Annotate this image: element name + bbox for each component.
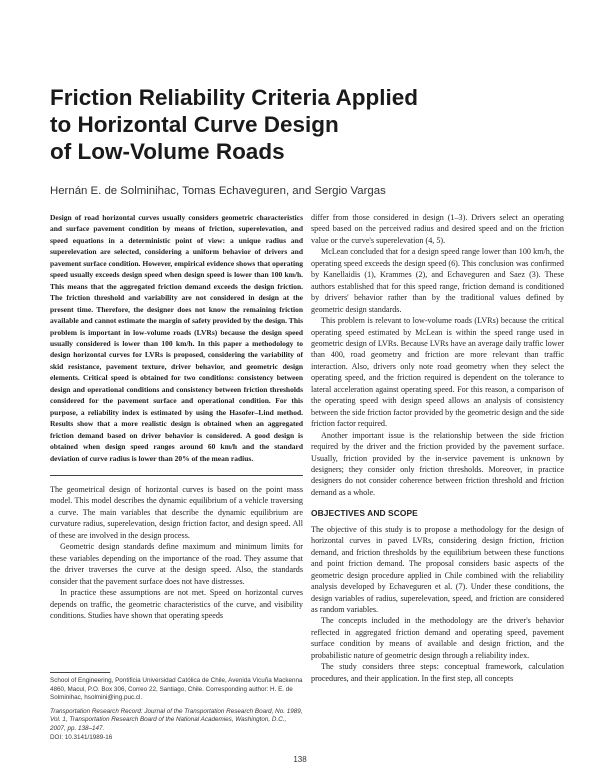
- body-paragraph: This problem is relevant to low-volume roads (LVRs) because the critical operating speed estimated by McLean is within the speed range used in geometric design of LVRs. Because LVRs have an average daily traffic lower than 400, road geometry and friction are more relevant than traffic interaction. Also, drivers only note road geometry when they select the operating speed, and the friction required is dependent on the tolerance to lateral acceleration against operating speed. For this reason, a comparison of the operating speed with design speed allows an analysis of consistency between the side friction factor provided by the geometric design and the side friction factor required.: [311, 316, 564, 429]
- page-number: 138: [293, 755, 307, 764]
- doi: DOI: 10.3141/1989-16: [50, 733, 113, 741]
- body-paragraph: Another important issue is the relationship between the side friction required by the driver and the friction provided by the pavement surface. Usually, friction provided by the in-service pavement is unknown by designers; they consider only friction thresholds. Moreover, in practice designers do not consider coherence between friction threshold and friction demand as a whole.: [311, 430, 564, 497]
- abstract-divider: [50, 475, 303, 476]
- author-list: Hernán E. de Solminihac, Tomas Echaveguren, and Sergio Vargas: [50, 185, 386, 197]
- affiliation-note: School of Engineering, Pontificia Universidad Católica de Chile, Avenida Vicuña Mackenna 4860, Macul, P.O. Box 306, Correo 22, Santiago, Chile. Corresponding author: H. E. de Solminihac, hsolmini@ing.puc.cl.: [50, 677, 303, 702]
- body-paragraph: The objective of this study is to propose a methodology for the design of horizontal curves in paved LVRs, considering design friction, friction demand, and friction thresholds by the equilibrium between these functions and point friction demand. The proposal considers basic aspects of the geometric design procedure applied in Chile combined with the reliability analysis developed by Echaveguren et al. (7). Under these conditions, the design variables of radius, superelevation, speed, and friction are considered as random variables.: [311, 524, 564, 614]
- right-column: [311, 212, 564, 684]
- body-paragraph: McLean concluded that for a design speed range lower than 100 km/h, the operating speed exceeds the design speed (6). This conclusion was confirmed by Kanellaidis (1), Krammes (2), and Echaveguren and Saez (3). These authors established that for this speed range, friction demand is conditioned by drivers' behavior rather than by the traditional values defined by geometric design standards.: [311, 247, 564, 314]
- body-paragraph: The geometrical design of horizontal curves is based on the point mass model. This model describes the dynamic equilibrium of a vehicle traversing a curve. The main variables that describe the dynamic equilibrium are curvature radius, superelevation, design friction factor, and design speed. All of these are involved in the design process.: [50, 484, 303, 540]
- journal-citation-text: Transportation Research Record: Journal of the Transportation Research Board, No. 1989, Vol. 1, Transportation Research Board of the National Academies, Washington, D.C., 2007, pp. 138–147.: [50, 707, 303, 732]
- title-line-3: of Low-Volume Roads: [50, 139, 285, 164]
- title-line-1: Friction Reliability Criteria Applied: [50, 85, 418, 110]
- left-column: [50, 212, 303, 621]
- journal-citation: [50, 708, 303, 742]
- body-paragraph: The concepts included in the methodology are the driver's behavior reflected in aggregated friction demand and operating speed, pavement surface condition by means of available and design friction, and the probabilistic nature of geometric design through a reliability index.: [311, 616, 564, 660]
- title-line-2: to Horizontal Curve Design: [50, 112, 339, 137]
- body-paragraph: differ from those considered in design (1–3). Drivers select an operating speed based on the perceived radius and desired speed and on the friction value or the curve's superelevation (4, 5).: [311, 213, 564, 245]
- footnote-divider: [50, 672, 110, 673]
- body-paragraph: The study considers three steps: conceptual framework, calculation procedures, and their application. In the first step, all concepts: [311, 662, 564, 683]
- paper-title: [50, 84, 550, 165]
- body-paragraph: Geometric design standards define maximum and minimum limits for these variables depending on the importance of the road. They assume that the driver traverses the curve at the design speed. Also, the standards consider that the pavement surface does not have distresses.: [50, 542, 303, 586]
- body-paragraph: In practice these assumptions are not met. Speed on horizontal curves depends on traffic, the geometric characteristics of the curve, and visibility conditions. Studies have shown that operating speeds: [50, 588, 303, 620]
- section-heading: OBJECTIVES AND SCOPE: [311, 508, 418, 519]
- abstract: Design of road horizontal curves usually considers geometric characteristics and surface pavement condition by means of friction, superelevation, and speed equations in a deterministic point of view: a unique radius and superelevation are selected, considering a uniform behavior of drivers and pavement surface condition. However, empirical evidence shows that operating speed usually exceeds design speed when design speed is lower than 100 km/h. This means that the aggregated friction demand exceeds the design friction. The friction threshold and variability are not considered in design at the present time. Therefore, the designer does not know the remaining friction available and cannot estimate the margin of safety provided by the design. This problem is important in low-volume roads (LVRs) because the design speed usually considered is lower than 100 km/h. In this paper a methodology to design horizontal curves for LVRs is proposed, considering the variability of skid resistance, pavement texture, driver behavior, and geometric design elements. Critical speed is obtained for two conditions: consistency between design and operational conditions and consistency between friction thresholds considered for the pavement surface and operational condition. For this purpose, a reliability index is estimated by using the Hasofer–Lind method. Results show that a more realistic design is obtained when an aggregated friction demand based on driver behavior is considered. A good design is obtained when design speed ranges around 60 km/h and the standard deviation of curve radius is lower than 20% of the mean radius.: [50, 213, 303, 463]
- footnote: [50, 672, 303, 747]
